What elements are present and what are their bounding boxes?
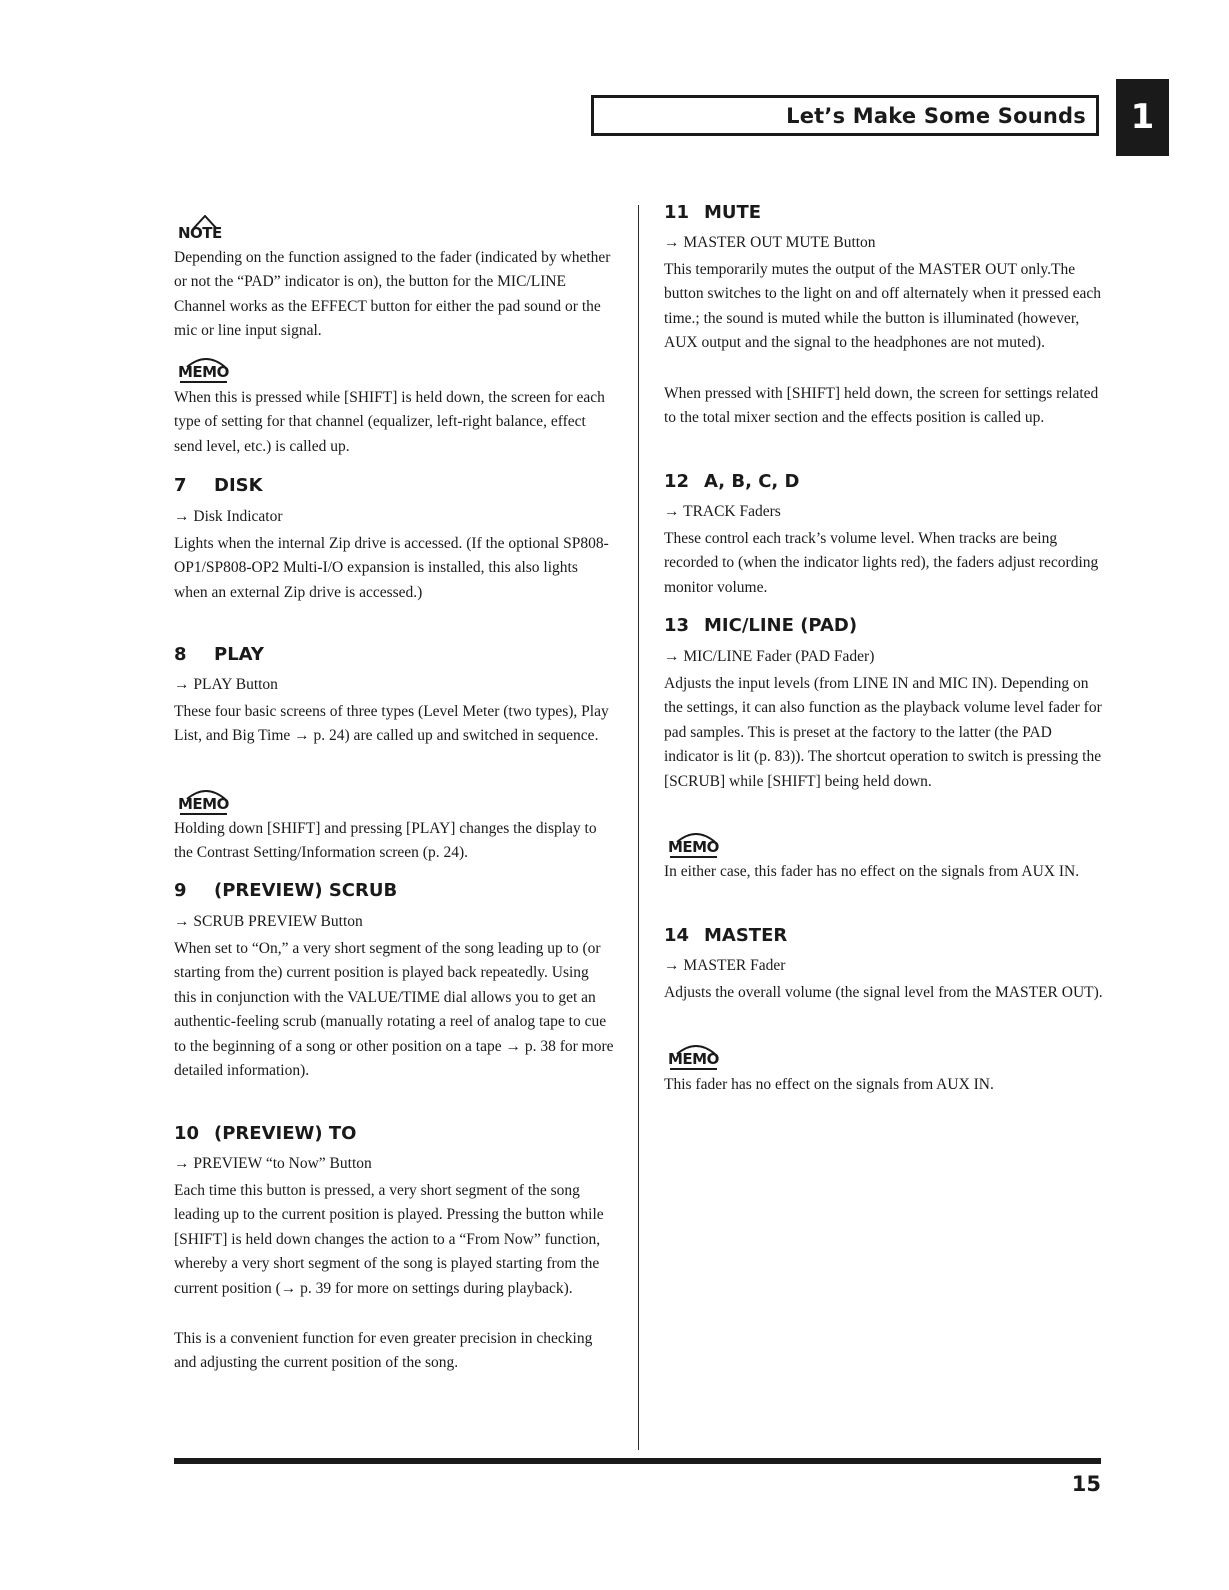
section-ref-7: → Disk Indicator [174, 508, 283, 525]
page-number: 15 [1071, 1472, 1101, 1496]
memo-text: This fader has no effect on the signals from AUX IN. [664, 1076, 994, 1093]
section-heading-7: 7 DISK [174, 475, 263, 496]
memo-icon-arc [671, 1041, 721, 1055]
memo-text: When this is pressed while [SHIFT] is held down, the screen for each type of setting for that channel (equalizer, left-right balance, effect send level, etc.) is called up. [174, 389, 605, 455]
section-heading-8: 8 PLAY [174, 644, 264, 665]
section-body-10b: This is a convenient function for even greater precision in checking and adjusting the current position of the song. [174, 1330, 593, 1372]
section-ref-10: → PREVIEW “to Now” Button [174, 1155, 372, 1172]
memo-label: MEMO [178, 363, 229, 381]
chapter-title: Let’s Make Some Sounds [786, 104, 1086, 128]
section-heading-13: 13 MIC/LINE (PAD) [664, 615, 858, 636]
memo-text: Holding down [SHIFT] and pressing [PLAY] changes the display to the Contrast Setting/Information screen (p. 24). [174, 820, 597, 862]
note-icon [178, 224, 222, 242]
note-label: NOTE [178, 224, 222, 242]
section-body-10: Each time this button is pressed, a very short segment of the song leading up to the current position is played. Pressing the button while [SHIFT] is held down changes the action to a “From Now” function, whereby a very short segment of the song is played starting from the current position (→ p. 39 for more on settings during playback). [174, 1182, 604, 1297]
memo-label: MEMO [668, 1050, 719, 1068]
memo-icon [178, 795, 229, 813]
section-ref-11: → MASTER OUT MUTE Button [664, 234, 876, 251]
section-body-11: This temporarily mutes the output of the MASTER OUT only.The button switches to the light on and off alternately when it pressed each time.; the sound is muted while the button is illuminated (however, AUX output and the signal to the headphones are not muted). [664, 261, 1102, 352]
chapter-tab [1116, 79, 1169, 156]
section-heading-14: 14 MASTER [664, 925, 788, 946]
chapter-number: 1 [1130, 97, 1155, 137]
section-body-11b: When pressed with [SHIFT] held down, the screen for settings related to the total mixer section and the effects position is called up. [664, 385, 1099, 427]
section-body-9: When set to “On,” a very short segment of the song leading up to (or starting from the) current position is played back repeatedly. Using this in conjunction with the VALUE/TIME dial allows you to get an authentic-feeling scrub (manually rotating a reel of analog tape to cue to the beginning of a song or other position on a tape → p. 38 for more detailed information). [174, 940, 614, 1080]
section-heading-11: 11 MUTE [664, 202, 762, 223]
footer-rule [174, 1458, 1101, 1464]
memo-icon [178, 363, 229, 381]
section-ref-12: → TRACK Faders [664, 503, 781, 520]
column-divider [638, 205, 639, 1450]
section-body-7: Lights when the internal Zip drive is accessed. (If the optional SP808-OP1/SP808-OP2 Multi-I/O expansion is installed, this also lights when an external Zip drive is accessed.) [174, 535, 609, 601]
section-heading-10: 10 (PREVIEW) TO [174, 1123, 357, 1144]
memo-icon [668, 1050, 719, 1068]
memo-icon-arc [181, 786, 231, 800]
section-ref-13: → MIC/LINE Fader (PAD Fader) [664, 648, 875, 665]
memo-label: MEMO [668, 838, 719, 856]
section-ref-14: → MASTER Fader [664, 957, 786, 974]
section-ref-9: → SCRUB PREVIEW Button [174, 913, 363, 930]
memo-label: MEMO [178, 795, 229, 813]
section-body-14: Adjusts the overall volume (the signal level from the MASTER OUT). [664, 984, 1103, 1001]
running-header [591, 95, 1099, 136]
memo-icon-arc [181, 354, 231, 368]
section-body-8: These four basic screens of three types (Level Meter (two types), Play List, and Big Time → p. 24) are called up and switched in sequence. [174, 703, 609, 745]
section-heading-12: 12 A, B, C, D [664, 471, 800, 492]
section-body-12: These control each track’s volume level. When tracks are being recorded to (when the indicator lights red), the faders adjust recording monitor volume. [664, 530, 1099, 596]
section-heading-9: 9 (PREVIEW) SCRUB [174, 880, 398, 901]
note-icon-triangle [181, 215, 231, 229]
memo-icon-arc [671, 829, 721, 843]
note-text: Depending on the function assigned to the fader (indicated by whether or not the “PAD” indicator is on), the button for the MIC/LINE Channel works as the EFFECT button for either the pad sound or the mic or line input signal. [174, 249, 611, 340]
memo-icon [668, 838, 719, 856]
section-body-13: Adjusts the input levels (from LINE IN and MIC IN). Depending on the settings, it can also function as the playback volume level fader for pad samples. This is preset at the factory to the latter (the PAD indicator is lit (p. 83)). The shortcut operation to switch is pressing the [SCRUB] while [SHIFT] being held down. [664, 675, 1102, 790]
section-ref-8: → PLAY Button [174, 676, 278, 693]
memo-text: In either case, this fader has no effect on the signals from AUX IN. [664, 863, 1080, 880]
